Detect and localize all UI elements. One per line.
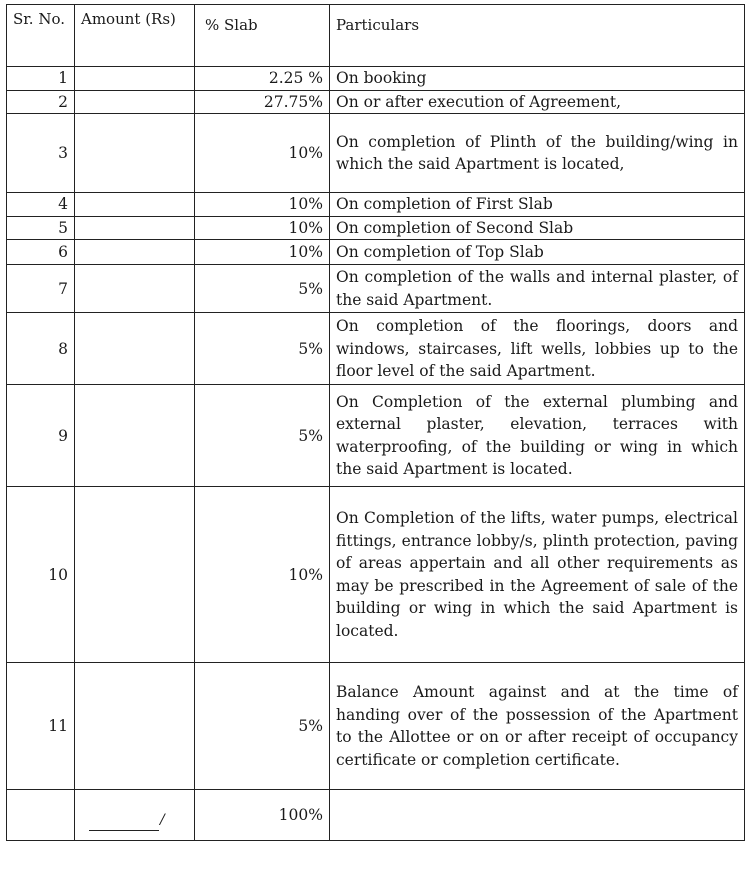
table-row: [7, 663, 745, 790]
table-row: [7, 90, 745, 114]
table-row: [7, 114, 745, 193]
table-row: [7, 67, 745, 91]
payment-schedule-page: [6, 4, 744, 863]
amount-cell: [75, 90, 195, 114]
total-amount-cell: [75, 790, 195, 841]
table-row: [7, 216, 745, 240]
sr-no-cell: 8: [7, 313, 75, 385]
total-sr-cell: [7, 790, 75, 841]
particulars-cell: On Completion of the lifts, water pumps, electrical fittings, entrance lobby/s, plinth protection, paving of areas appertain and all other requirements as may be prescribed in the Agreement of sale of the building or wing in which the said Apartment is located.: [330, 487, 745, 663]
table-header-row: [7, 5, 745, 67]
particulars-cell: On completion of the walls and internal plaster, of the said Apartment.: [330, 265, 745, 313]
amount-cell: [75, 216, 195, 240]
slab-cell: 10%: [195, 487, 330, 663]
header-sr-no: Sr. No.: [7, 5, 75, 67]
slab-cell: 5%: [195, 265, 330, 313]
header-particulars: Particulars: [330, 5, 745, 67]
total-particulars-cell: [330, 790, 745, 841]
particulars-cell: On Completion of the external plumbing and external plaster, elevation, terraces with waterproofing, of the building or wing in which the said Apartment is located.: [330, 385, 745, 487]
amount-cell: [75, 114, 195, 193]
slab-cell: 5%: [195, 663, 330, 790]
amount-cell: [75, 67, 195, 91]
total-slab-cell: 100%: [195, 790, 330, 841]
amount-cell: [75, 193, 195, 217]
sr-no-cell: 3: [7, 114, 75, 193]
slab-cell: 27.75%: [195, 90, 330, 114]
sr-no-cell: 9: [7, 385, 75, 487]
particulars-cell: On completion of Second Slab: [330, 216, 745, 240]
slab-cell: 10%: [195, 240, 330, 265]
table-row: [7, 487, 745, 663]
slab-cell: 5%: [195, 313, 330, 385]
table-row: [7, 240, 745, 265]
amount-cell: [75, 313, 195, 385]
amount-cell: [75, 240, 195, 265]
amount-cell: [75, 385, 195, 487]
sr-no-cell: 6: [7, 240, 75, 265]
slab-cell: 2.25 %: [195, 67, 330, 91]
particulars-cell: On booking: [330, 67, 745, 91]
sr-no-cell: 1: [7, 67, 75, 91]
slab-cell: 10%: [195, 193, 330, 217]
amount-slash: /: [160, 812, 165, 829]
particulars-cell: On completion of Plinth of the building/wing in which the said Apartment is located,: [330, 114, 745, 193]
sr-no-cell: 10: [7, 487, 75, 663]
slab-cell: 10%: [195, 216, 330, 240]
sr-no-cell: 11: [7, 663, 75, 790]
sr-no-cell: 7: [7, 265, 75, 313]
slab-cell: 5%: [195, 385, 330, 487]
payment-slab-table: [6, 4, 745, 841]
particulars-cell: On or after execution of Agreement,: [330, 90, 745, 114]
particulars-cell: Balance Amount against and at the time of handing over of the possession of the Apartment to the Allottee or on or after receipt of occupancy certificate or completion certificate.: [330, 663, 745, 790]
amount-cell: [75, 663, 195, 790]
amount-blank-line: [89, 829, 159, 831]
table-row: [7, 265, 745, 313]
slab-cell: 10%: [195, 114, 330, 193]
sr-no-cell: 5: [7, 216, 75, 240]
particulars-cell: On completion of First Slab: [330, 193, 745, 217]
particulars-cell: On completion of Top Slab: [330, 240, 745, 265]
table-row: [7, 193, 745, 217]
header-slab: % Slab: [195, 5, 330, 67]
table-row: [7, 313, 745, 385]
amount-cell: [75, 265, 195, 313]
amount-cell: [75, 487, 195, 663]
header-amount: Amount (Rs): [75, 5, 195, 67]
table-row: [7, 385, 745, 487]
total-row: [7, 790, 745, 841]
sr-no-cell: 2: [7, 90, 75, 114]
particulars-cell: On completion of the floorings, doors and windows, staircases, lift wells, lobbies up to the floor level of the said Apartment.: [330, 313, 745, 385]
sr-no-cell: 4: [7, 193, 75, 217]
